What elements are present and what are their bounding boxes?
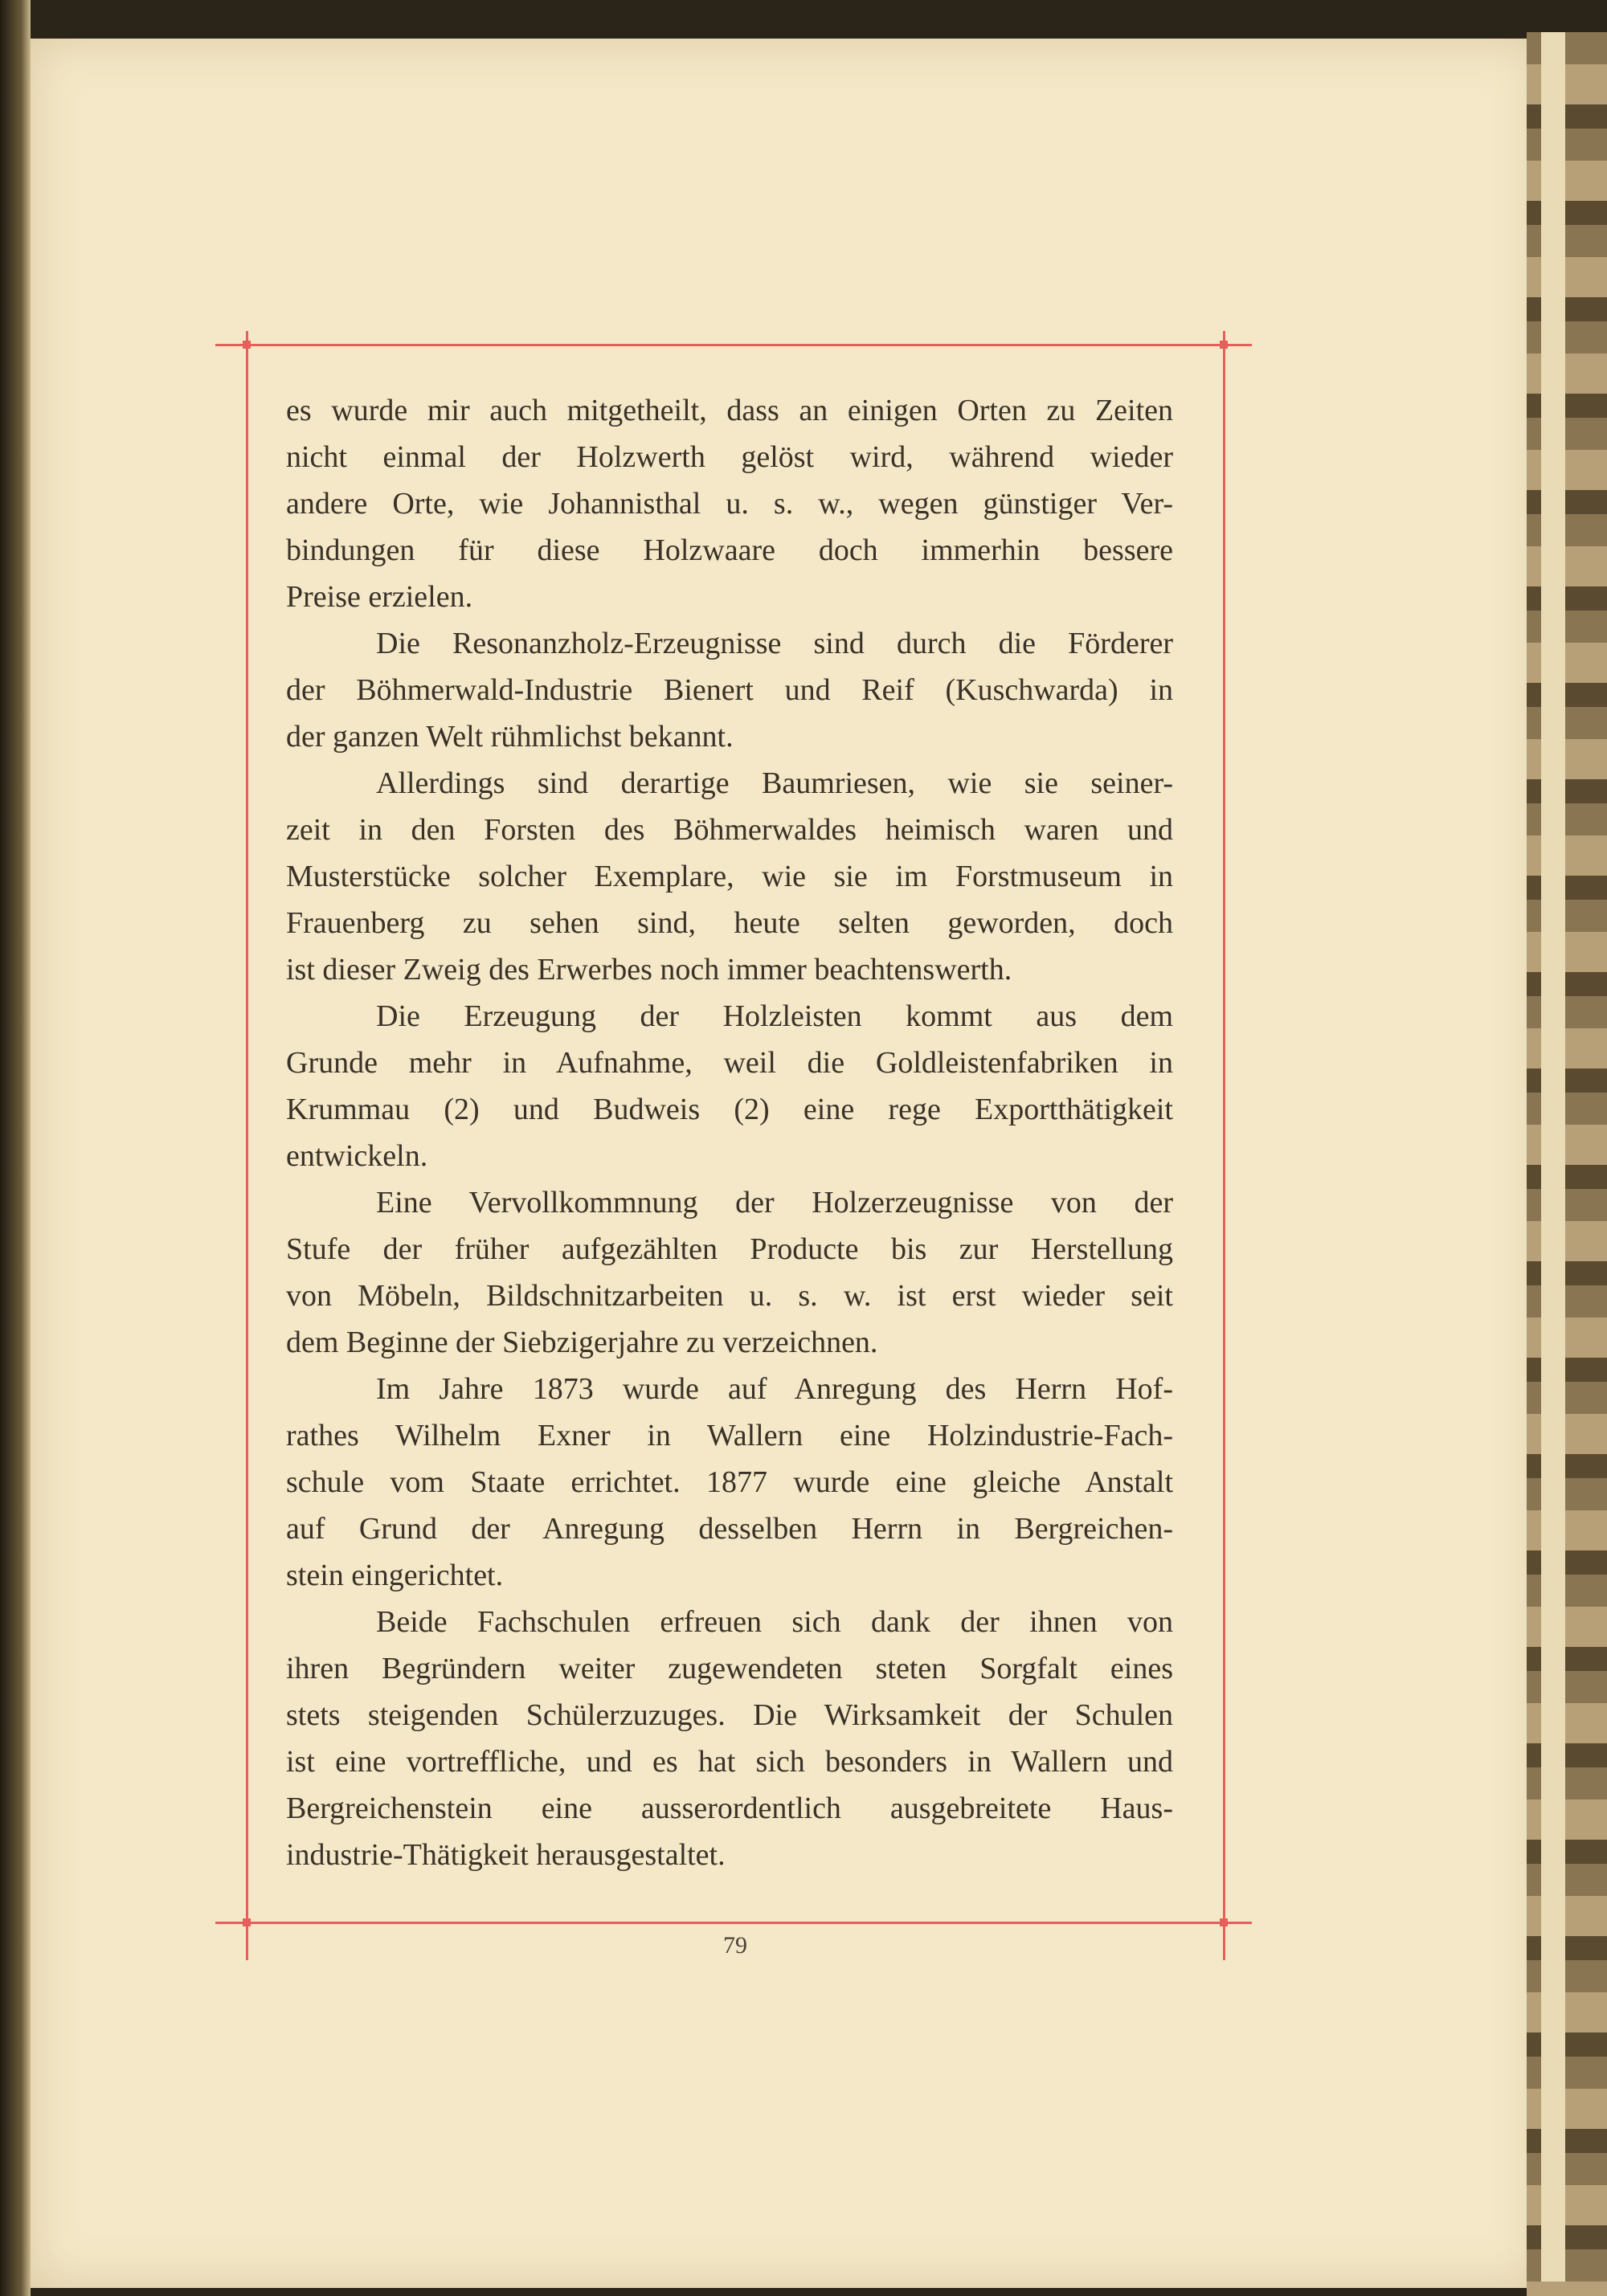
paragraph <box>286 387 1173 620</box>
book-spine-edge <box>0 0 31 2296</box>
text-line: Im Jahre 1873 wurde auf Anregung des Herrn Hof- <box>376 1372 1173 1406</box>
text-line: ihren Begründern weiter zugewendeten steten Sorgfalt eines <box>286 1652 1173 1685</box>
text-line: Stufe der früher aufgezählten Producte bis zur Herstellung <box>286 1232 1173 1266</box>
text-line: schule vom Staate errichtet. 1877 wurde eine gleiche Anstalt <box>286 1465 1173 1499</box>
paragraph <box>286 1366 1173 1599</box>
text-line: der ganzen Welt rühmlichst bekannt. <box>286 720 734 754</box>
page-number: 79 <box>723 1932 747 1959</box>
text-line: stein eingerichtet. <box>286 1559 504 1592</box>
text-line: von Möbeln, Bildschnitzarbeiten u. s. w. ist erst wieder seit <box>286 1279 1173 1313</box>
paragraph <box>286 1599 1173 1878</box>
frame-right-rule <box>1223 331 1225 1960</box>
text-line: Allerdings sind derartige Baumriesen, wie sie seiner- <box>376 766 1173 800</box>
frame-corner-ornament <box>1220 341 1228 349</box>
page-edges <box>1527 32 1607 2296</box>
text-line: stets steigenden Schülerzuzuges. Die Wirksamkeit der Schulen <box>286 1698 1173 1732</box>
paragraph <box>286 760 1173 993</box>
text-line: Grunde mehr in Aufnahme, weil die Goldleistenfabriken in <box>286 1046 1173 1080</box>
text-line: Die Resonanzholz-Erzeugnisse sind durch die Förderer <box>376 627 1173 660</box>
frame-corner-ornament <box>243 341 251 349</box>
text-line: Bergreichenstein eine ausserordentlich ausgebreitete Haus- <box>286 1791 1173 1825</box>
text-line: bindungen für diese Holzwaare doch immerhin bessere <box>286 533 1173 567</box>
text-line: Die Erzeugung der Holzleisten kommt aus dem <box>376 999 1173 1033</box>
text-line: dem Beginne der Siebzigerjahre zu verzeichnen. <box>286 1326 878 1359</box>
text-line: rathes Wilhelm Exner in Wallern eine Holzindustrie-Fach- <box>286 1419 1173 1452</box>
page-edge-strip <box>1541 32 1565 2282</box>
text-line: nicht einmal der Holzwerth gelöst wird, während wieder <box>286 440 1173 474</box>
text-line: andere Orte, wie Johannisthal u. s. w., wegen günstiger Ver- <box>286 487 1173 521</box>
text-line: ist eine vortreffliche, und es hat sich besonders in Wallern und <box>286 1745 1173 1779</box>
text-line: industrie-Thätigkeit herausgestaltet. <box>286 1838 726 1872</box>
paragraph <box>286 620 1173 760</box>
body-text <box>286 387 1173 1878</box>
frame-corner-ornament <box>243 1918 251 1926</box>
text-line: zeit in den Forsten des Böhmerwaldes heimisch waren und <box>286 813 1173 847</box>
text-line: es wurde mir auch mitgetheilt, dass an einigen Orten zu Zeiten <box>286 394 1173 427</box>
text-line: Frauenberg zu sehen sind, heute selten geworden, doch <box>286 906 1173 940</box>
paragraph <box>286 993 1173 1179</box>
text-line: ist dieser Zweig des Erwerbes noch immer beachtenswerth. <box>286 953 1012 987</box>
text-line: Krummau (2) und Budweis (2) eine rege Exportthätigkeit <box>286 1093 1173 1126</box>
text-line: Musterstücke solcher Exemplare, wie sie im Forstmuseum in <box>286 860 1173 893</box>
text-line: Beide Fachschulen erfreuen sich dank der ihnen von <box>376 1605 1173 1639</box>
text-line: der Böhmerwald-Industrie Bienert und Reif (Kuschwarda) in <box>286 673 1173 707</box>
frame-left-rule <box>246 331 248 1960</box>
text-line: entwickeln. <box>286 1139 428 1173</box>
frame-bottom-rule <box>215 1922 1252 1924</box>
frame-corner-ornament <box>1220 1918 1228 1926</box>
frame-top-rule <box>215 344 1252 346</box>
text-line: Preise erzielen. <box>286 580 473 614</box>
text-line: Eine Vervollkommnung der Holzerzeugnisse von der <box>376 1186 1173 1219</box>
text-line: auf Grund der Anregung desselben Herrn in Bergreichen- <box>286 1512 1173 1546</box>
paragraph <box>286 1179 1173 1366</box>
